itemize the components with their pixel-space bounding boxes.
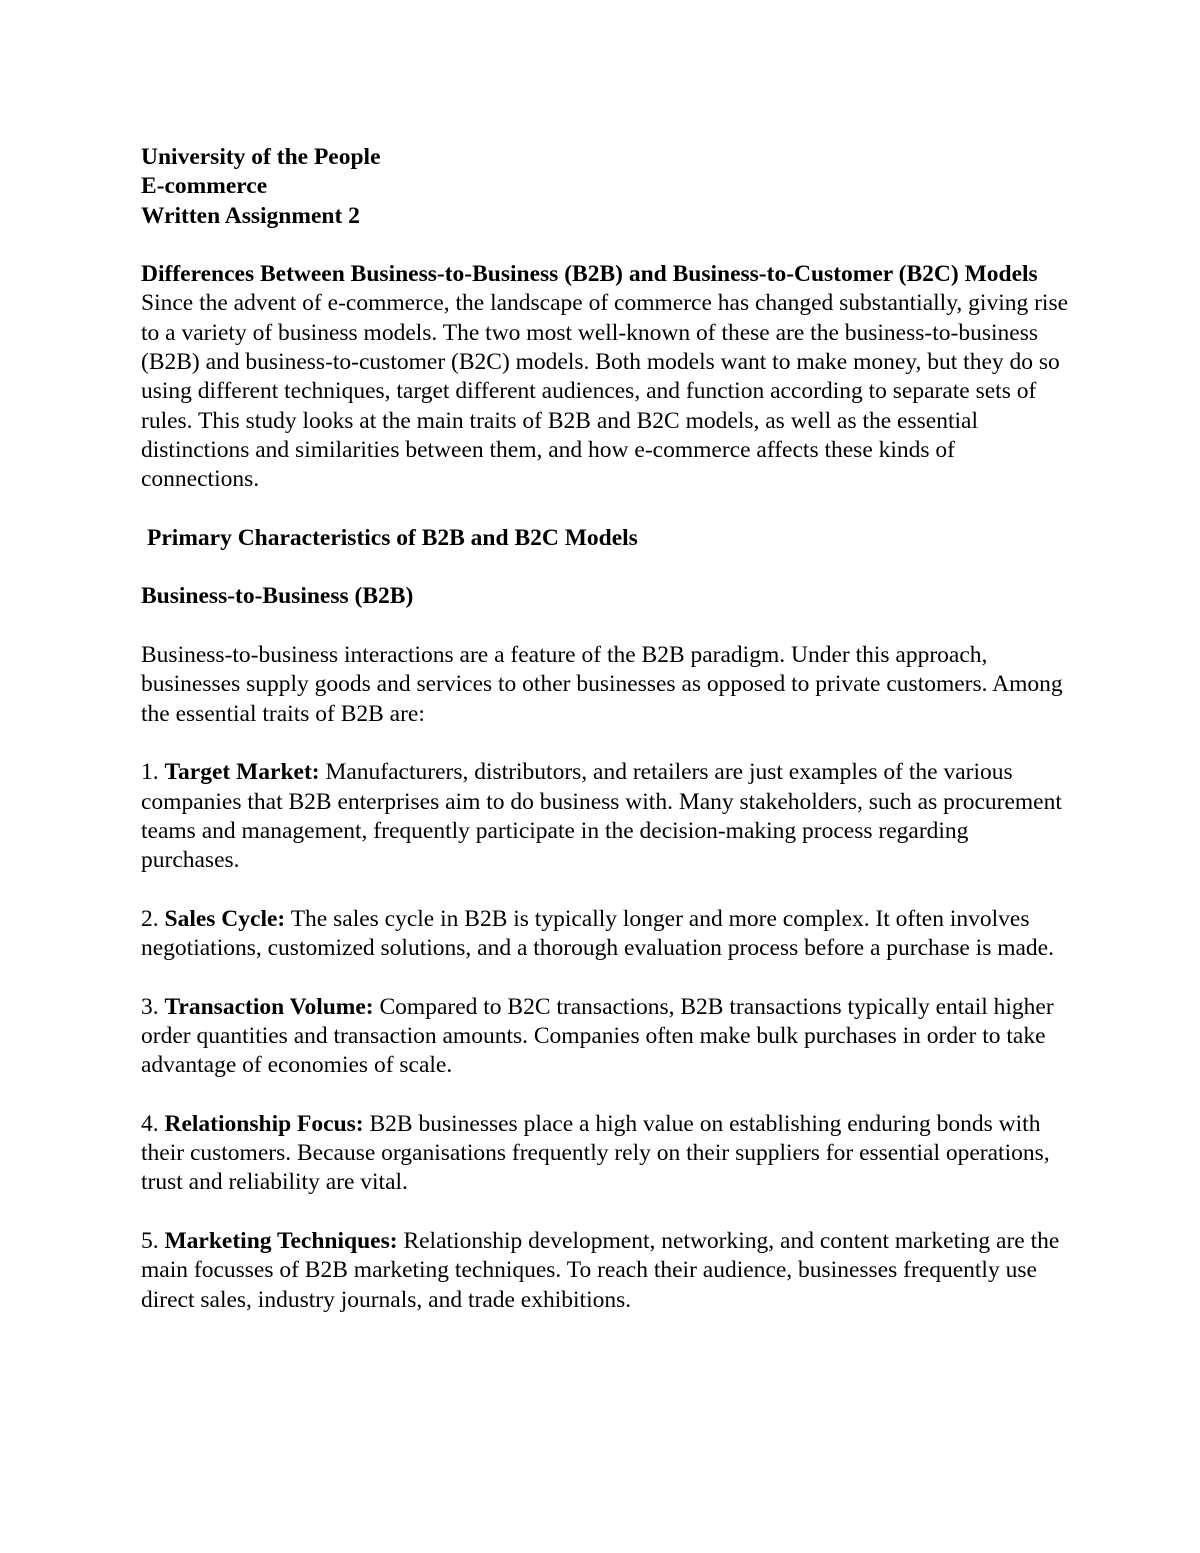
document-title: Differences Between Business-to-Business (B2B) and Business-to-Customer (B2C) Models (141, 261, 1038, 288)
list-item (141, 1110, 1071, 1198)
course-name: E-commerce (141, 173, 268, 200)
item-number: 3. (141, 993, 159, 1020)
item-text: Relationship development, networking, and content marketing are the main focusses of B2B marketing techniques. To reach their audience, businesses frequently use direct sales, industry journals, and trade exhibitions. (141, 1227, 1060, 1313)
item-term: Marketing Techniques: (164, 1227, 398, 1254)
item-text: The sales cycle in B2B is typically longer and more complex. It often involves negotiations, customized solutions, and a thorough evaluation process before a purchase is made. (141, 905, 1054, 962)
item-number: 1. (141, 759, 159, 786)
section-heading: Primary Characteristics of B2B and B2C Models (147, 524, 638, 551)
item-number: 5. (141, 1227, 159, 1254)
b2b-traits-list (141, 758, 1071, 1315)
item-text: B2B businesses place a high value on establishing enduring bonds with their customers. Because organisations frequently rely on their suppliers for essential operations, trust and reliability are vital. (141, 1110, 1050, 1196)
item-text: Manufacturers, distributors, and retailers are just examples of the various companies that B2B enterprises aim to do business with. Many stakeholders, such as procurement teams and management, frequently participate in the decision-making process regarding purchases. (141, 759, 1062, 874)
item-term: Sales Cycle: (164, 905, 286, 932)
list-item (141, 905, 1071, 964)
document-body (141, 143, 1071, 1315)
list-item (141, 758, 1071, 875)
b2b-heading: Business-to-Business (B2B) (141, 583, 414, 610)
item-term: Relationship Focus: (164, 1110, 364, 1137)
institution-name: University of the People (141, 144, 381, 170)
item-text: Compared to B2C transactions, B2B transactions typically entail higher order quantities and transaction amounts. Companies often make bulk purchases in order to take advantage of economies of scale. (141, 993, 1054, 1079)
item-term: Transaction Volume: (164, 993, 374, 1020)
item-number: 2. (141, 905, 159, 932)
intro-paragraph: Since the advent of e-commerce, the landscape of commerce has changed substantially, giving rise to a variety of business models. The two most well-known of these are the business-to-business (B2B) and business-to-customer (B2C) models. Both models want to make money, but they do so using different techniques, target different audiences, and function according to separate sets of rules. This study looks at the main traits of B2B and B2C models, as well as the essential distinctions and similarities between them, and how e-commerce affects these kinds of connections. (141, 290, 1069, 493)
document-header (141, 143, 1071, 231)
list-item (141, 1227, 1071, 1315)
list-item (141, 993, 1071, 1081)
item-number: 4. (141, 1110, 159, 1137)
b2b-intro-paragraph: Business-to-business interactions are a feature of the B2B paradigm. Under this approach, businesses supply goods and services to other businesses as opposed to private customers. Among the essential traits of B2B are: (141, 642, 1063, 727)
item-term: Target Market: (164, 759, 320, 786)
assignment-name: Written Assignment 2 (141, 202, 360, 229)
